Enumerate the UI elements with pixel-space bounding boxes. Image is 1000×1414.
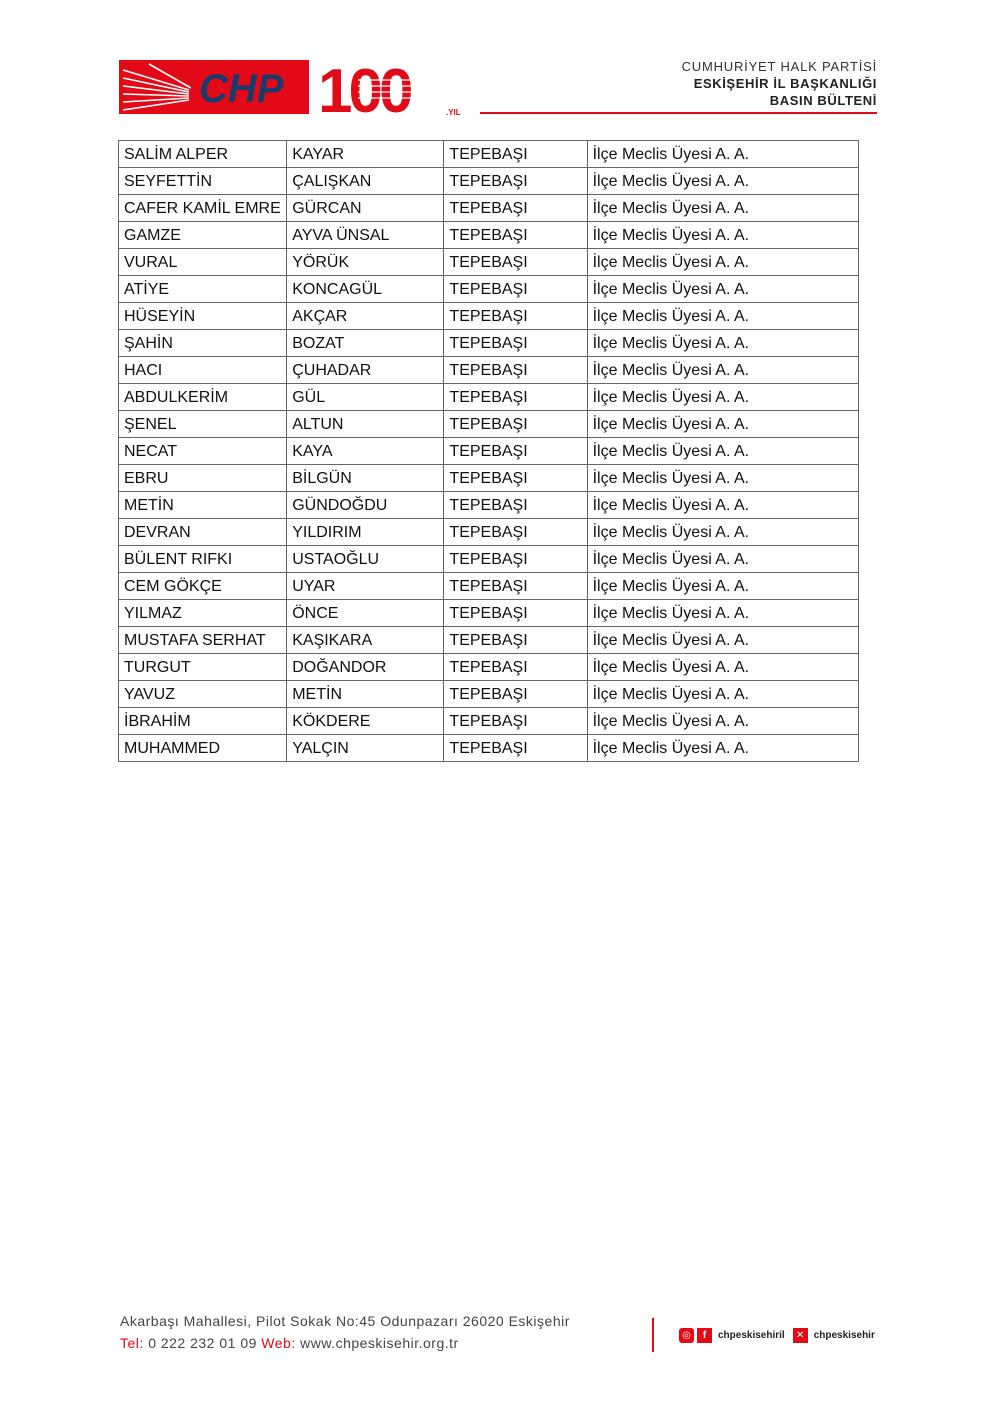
district-cell: TEPEBAŞI bbox=[444, 141, 587, 168]
table-row bbox=[119, 573, 859, 600]
role-cell: İlçe Meclis Üyesi A. A. bbox=[587, 492, 858, 519]
last-name-cell: KÖKDERE bbox=[287, 708, 444, 735]
social-links bbox=[679, 1327, 883, 1343]
table-row bbox=[119, 492, 859, 519]
address: Akarbaşı Mahallesi, Pilot Sokak No:45 Odunpazarı 26020 Eskişehir bbox=[120, 1313, 570, 1329]
table-row bbox=[119, 168, 859, 195]
role-cell: İlçe Meclis Üyesi A. A. bbox=[587, 519, 858, 546]
first-name-cell: METİN bbox=[119, 492, 287, 519]
branch-name: ESKİŞEHİR İL BAŞKANLIĞI bbox=[693, 76, 877, 91]
last-name-cell: GÜNDOĞDU bbox=[287, 492, 444, 519]
last-name-cell: AYVA ÜNSAL bbox=[287, 222, 444, 249]
table-row bbox=[119, 546, 859, 573]
role-cell: İlçe Meclis Üyesi A. A. bbox=[587, 708, 858, 735]
first-name-cell: BÜLENT RIFKI bbox=[119, 546, 287, 573]
role-cell: İlçe Meclis Üyesi A. A. bbox=[587, 195, 858, 222]
first-name-cell: NECAT bbox=[119, 438, 287, 465]
first-name-cell: EBRU bbox=[119, 465, 287, 492]
table-row bbox=[119, 519, 859, 546]
district-cell: TEPEBAŞI bbox=[444, 681, 587, 708]
role-cell: İlçe Meclis Üyesi A. A. bbox=[587, 546, 858, 573]
web-link[interactable]: www.chpeskisehir.org.tr bbox=[300, 1335, 459, 1351]
district-cell: TEPEBAŞI bbox=[444, 222, 587, 249]
table-row bbox=[119, 222, 859, 249]
table-row bbox=[119, 303, 859, 330]
role-cell: İlçe Meclis Üyesi A. A. bbox=[587, 411, 858, 438]
svg-text:.YIL: .YIL bbox=[446, 108, 461, 117]
header-divider bbox=[480, 112, 877, 114]
district-cell: TEPEBAŞI bbox=[444, 438, 587, 465]
district-cell: TEPEBAŞI bbox=[444, 654, 587, 681]
first-name-cell: HÜSEYİN bbox=[119, 303, 287, 330]
role-cell: İlçe Meclis Üyesi A. A. bbox=[587, 384, 858, 411]
last-name-cell: DOĞANDOR bbox=[287, 654, 444, 681]
last-name-cell: USTAOĞLU bbox=[287, 546, 444, 573]
district-cell: TEPEBAŞI bbox=[444, 492, 587, 519]
district-cell: TEPEBAŞI bbox=[444, 330, 587, 357]
last-name-cell: YILDIRIM bbox=[287, 519, 444, 546]
100-year-logo bbox=[318, 58, 468, 118]
first-name-cell: CAFER KAMİL EMRE bbox=[119, 195, 287, 222]
last-name-cell: KAYAR bbox=[287, 141, 444, 168]
district-cell: TEPEBAŞI bbox=[444, 600, 587, 627]
last-name-cell: AKÇAR bbox=[287, 303, 444, 330]
table-row bbox=[119, 384, 859, 411]
last-name-cell: KONCAGÜL bbox=[287, 276, 444, 303]
role-cell: İlçe Meclis Üyesi A. A. bbox=[587, 303, 858, 330]
svg-text:100: 100 bbox=[318, 58, 410, 118]
first-name-cell: MUHAMMED bbox=[119, 735, 287, 762]
role-cell: İlçe Meclis Üyesi A. A. bbox=[587, 357, 858, 384]
tel-label: Tel: bbox=[120, 1335, 144, 1351]
role-cell: İlçe Meclis Üyesi A. A. bbox=[587, 276, 858, 303]
last-name-cell: METİN bbox=[287, 681, 444, 708]
first-name-cell: ATİYE bbox=[119, 276, 287, 303]
table-row bbox=[119, 654, 859, 681]
table-row bbox=[119, 465, 859, 492]
last-name-cell: ÇALIŞKAN bbox=[287, 168, 444, 195]
table-row bbox=[119, 411, 859, 438]
footer bbox=[0, 1300, 1000, 1380]
last-name-cell: ALTUN bbox=[287, 411, 444, 438]
member-list-table bbox=[118, 140, 859, 762]
footer-divider bbox=[652, 1318, 654, 1352]
chp-logo bbox=[119, 60, 309, 114]
social-handle-1[interactable]: chpeskisehiril bbox=[718, 1329, 785, 1341]
role-cell: İlçe Meclis Üyesi A. A. bbox=[587, 222, 858, 249]
last-name-cell: BOZAT bbox=[287, 330, 444, 357]
first-name-cell: CEM GÖKÇE bbox=[119, 573, 287, 600]
table-row bbox=[119, 600, 859, 627]
table-row bbox=[119, 195, 859, 222]
last-name-cell: GÜRCAN bbox=[287, 195, 444, 222]
district-cell: TEPEBAŞI bbox=[444, 735, 587, 762]
district-cell: TEPEBAŞI bbox=[444, 573, 587, 600]
party-name: CUMHURİYET HALK PARTİSİ bbox=[681, 59, 877, 74]
organization-title bbox=[682, 58, 877, 109]
last-name-cell: KAYA bbox=[287, 438, 444, 465]
table-row bbox=[119, 735, 859, 762]
contact-line bbox=[120, 1335, 459, 1351]
first-name-cell: HACI bbox=[119, 357, 287, 384]
district-cell: TEPEBAŞI bbox=[444, 708, 587, 735]
role-cell: İlçe Meclis Üyesi A. A. bbox=[587, 141, 858, 168]
table-row bbox=[119, 627, 859, 654]
role-cell: İlçe Meclis Üyesi A. A. bbox=[587, 249, 858, 276]
svg-text:CHP: CHP bbox=[199, 67, 284, 111]
tel-value: 0 222 232 01 09 bbox=[148, 1335, 257, 1351]
district-cell: TEPEBAŞI bbox=[444, 627, 587, 654]
role-cell: İlçe Meclis Üyesi A. A. bbox=[587, 330, 858, 357]
district-cell: TEPEBAŞI bbox=[444, 195, 587, 222]
last-name-cell: GÜL bbox=[287, 384, 444, 411]
social-handle-2[interactable]: chpeskisehir bbox=[813, 1329, 875, 1341]
document-type: BASIN BÜLTENİ bbox=[769, 93, 877, 108]
district-cell: TEPEBAŞI bbox=[444, 465, 587, 492]
table-row bbox=[119, 708, 859, 735]
first-name-cell: ABDULKERİM bbox=[119, 384, 287, 411]
x-icon[interactable]: ✕ bbox=[793, 1328, 808, 1343]
table-row bbox=[119, 330, 859, 357]
table-row bbox=[119, 141, 859, 168]
facebook-icon[interactable]: f bbox=[697, 1328, 712, 1343]
district-cell: TEPEBAŞI bbox=[444, 168, 587, 195]
first-name-cell: VURAL bbox=[119, 249, 287, 276]
first-name-cell: GAMZE bbox=[119, 222, 287, 249]
web-label: Web: bbox=[261, 1335, 296, 1351]
last-name-cell: KAŞIKARA bbox=[287, 627, 444, 654]
table-row bbox=[119, 276, 859, 303]
role-cell: İlçe Meclis Üyesi A. A. bbox=[587, 627, 858, 654]
district-cell: TEPEBAŞI bbox=[444, 249, 587, 276]
first-name-cell: YAVUZ bbox=[119, 681, 287, 708]
role-cell: İlçe Meclis Üyesi A. A. bbox=[587, 654, 858, 681]
district-cell: TEPEBAŞI bbox=[444, 276, 587, 303]
district-cell: TEPEBAŞI bbox=[444, 546, 587, 573]
district-cell: TEPEBAŞI bbox=[444, 303, 587, 330]
first-name-cell: ŞENEL bbox=[119, 411, 287, 438]
first-name-cell: YILMAZ bbox=[119, 600, 287, 627]
table-row bbox=[119, 249, 859, 276]
first-name-cell: İBRAHİM bbox=[119, 708, 287, 735]
district-cell: TEPEBAŞI bbox=[444, 519, 587, 546]
role-cell: İlçe Meclis Üyesi A. A. bbox=[587, 438, 858, 465]
role-cell: İlçe Meclis Üyesi A. A. bbox=[587, 168, 858, 195]
last-name-cell: YÖRÜK bbox=[287, 249, 444, 276]
first-name-cell: TURGUT bbox=[119, 654, 287, 681]
table-row bbox=[119, 438, 859, 465]
first-name-cell: MUSTAFA SERHAT bbox=[119, 627, 287, 654]
table-row bbox=[119, 357, 859, 384]
table-row bbox=[119, 681, 859, 708]
last-name-cell: UYAR bbox=[287, 573, 444, 600]
last-name-cell: YALÇIN bbox=[287, 735, 444, 762]
first-name-cell: DEVRAN bbox=[119, 519, 287, 546]
role-cell: İlçe Meclis Üyesi A. A. bbox=[587, 573, 858, 600]
first-name-cell: SEYFETTİN bbox=[119, 168, 287, 195]
district-cell: TEPEBAŞI bbox=[444, 411, 587, 438]
role-cell: İlçe Meclis Üyesi A. A. bbox=[587, 465, 858, 492]
last-name-cell: ÇUHADAR bbox=[287, 357, 444, 384]
district-cell: TEPEBAŞI bbox=[444, 384, 587, 411]
instagram-icon[interactable]: ◎ bbox=[679, 1328, 694, 1343]
district-cell: TEPEBAŞI bbox=[444, 357, 587, 384]
role-cell: İlçe Meclis Üyesi A. A. bbox=[587, 735, 858, 762]
letterhead bbox=[0, 0, 1000, 130]
last-name-cell: ÖNCE bbox=[287, 600, 444, 627]
role-cell: İlçe Meclis Üyesi A. A. bbox=[587, 600, 858, 627]
first-name-cell: SALİM ALPER bbox=[119, 141, 287, 168]
role-cell: İlçe Meclis Üyesi A. A. bbox=[587, 681, 858, 708]
last-name-cell: BİLGÜN bbox=[287, 465, 444, 492]
first-name-cell: ŞAHİN bbox=[119, 330, 287, 357]
